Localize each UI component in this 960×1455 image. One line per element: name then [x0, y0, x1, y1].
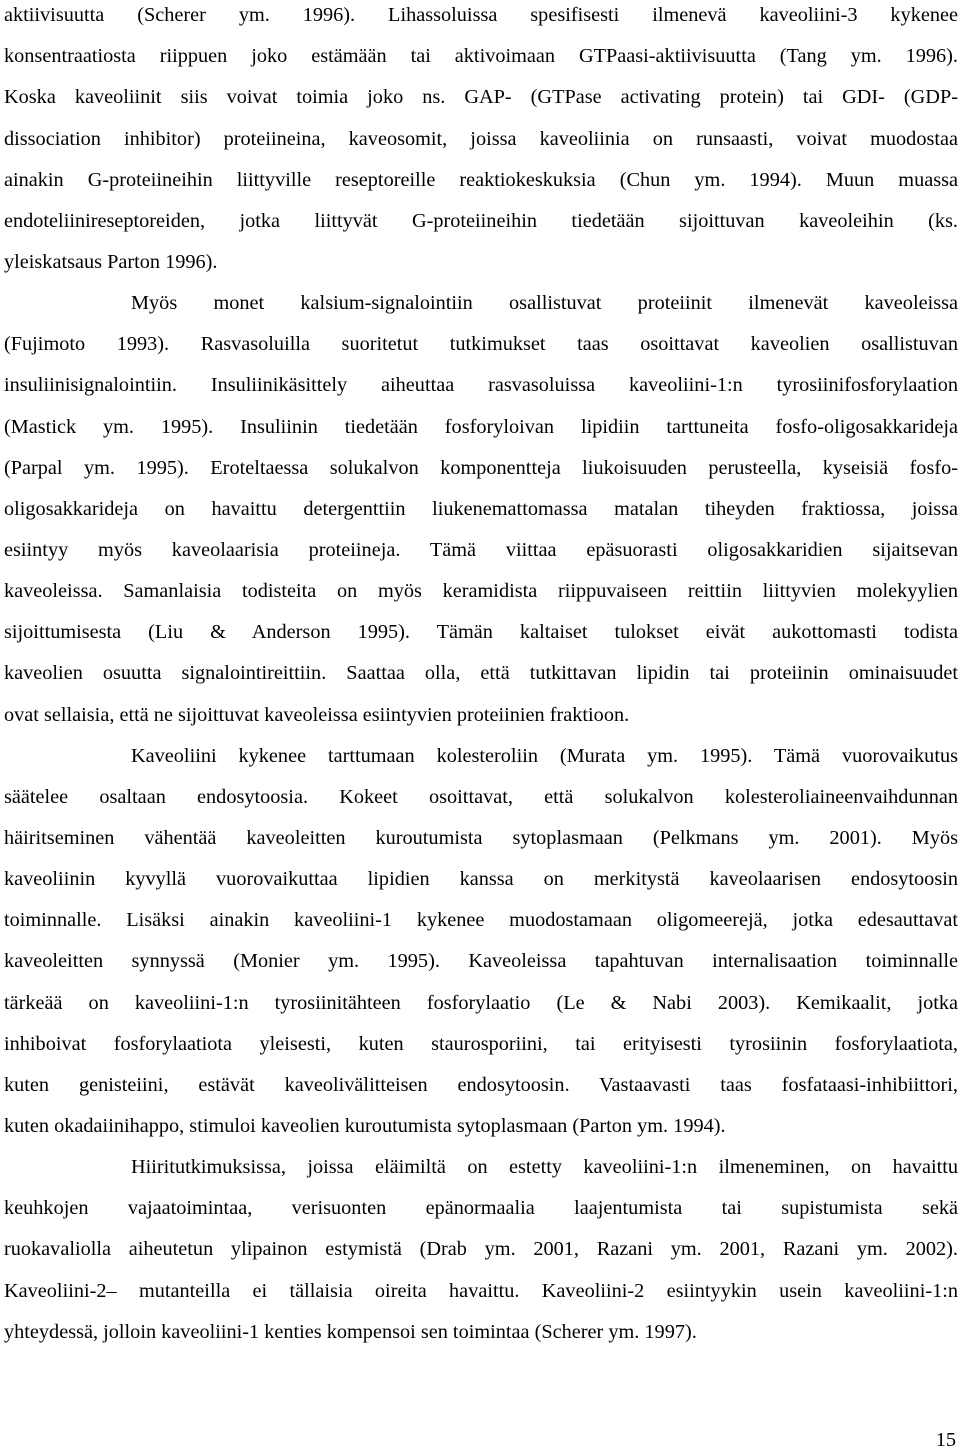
text-line: aktiivisuutta (Scherer ym. 1996). Lihassoluissa spesifisesti ilmenevä kaveoliini-3 kykenee — [4, 4, 958, 26]
text-line: (Parpal ym. 1995). Eroteltaessa solukalvon komponentteja liukoisuuden perusteella, kyseisiä fosfo- — [4, 457, 958, 479]
text-line: insuliinisignalointiin. Insuliinikäsittely aiheuttaa rasvasoluissa kaveoliini-1:n tyrosiinifosforylaation — [4, 374, 958, 396]
text-line: esiintyy myös kaveolaarisia proteiineja. Tämä viittaa epäsuorasti oligosakkaridien sijaitsevan — [4, 539, 958, 561]
text-line: endoteliinireseptoreiden, jotka liittyvät G-proteiineihin tiedetään sijoittuvan kaveoleihin (ks. — [4, 210, 958, 232]
text-line: (Mastick ym. 1995). Insuliinin tiedetään fosforyloivan lipidiin tarttuneita fosfo-oligosakkarideja — [4, 416, 958, 438]
text-line: toiminnalle. Lisäksi ainakin kaveoliini-1 kykenee muodostamaan oligomeerejä, jotka edesauttavat — [4, 909, 958, 931]
text-line: kaveoleitten synnyssä (Monier ym. 1995). Kaveoleissa tapahtuvan internalisaation toiminnalle — [4, 950, 958, 972]
text-line: dissociation inhibitor) proteiineina, kaveosomit, joissa kaveoliinia on runsaasti, voivat muodostaa — [4, 128, 958, 150]
text-line: oligosakkarideja on havaittu detergenttiin liukenemattomassa matalan tiheyden fraktiossa, joissa — [4, 498, 958, 520]
text-line: ruokavaliolla aiheutetun ylipainon estymistä (Drab ym. 2001, Razani ym. 2001, Razani ym. 2002). — [4, 1238, 958, 1260]
text-line: kaveoleissa. Samanlaisia todisteita on myös keramidista riippuvaiseen reittiin liittyvien molekyylien — [4, 580, 958, 602]
text-line: kaveolien osuutta signalointireittiin. Saattaa olla, että tutkittavan lipidin tai proteiinin ominaisuudet — [4, 662, 958, 684]
text-line: konsentraatiosta riippuen joko estämään tai aktivoimaan GTPaasi-aktiivisuutta (Tang ym. 1996). — [4, 45, 958, 67]
text-line: kuten genisteiini, estävät kaveolivälitteisen endosytoosin. Vastaavasti taas fosfataasi-inhibiittori, — [4, 1074, 958, 1096]
text-line: Hiiritutkimuksissa, joissa eläimiltä on estetty kaveoliini-1:n ilmeneminen, on havaittu — [131, 1156, 958, 1178]
text-line: sijoittumisesta (Liu & Anderson 1995). Tämän kaltaiset tulokset eivät aukottomasti todista — [4, 621, 958, 643]
text-line: tärkeää on kaveoliini-1:n tyrosiinitähteen fosforylaatio (Le & Nabi 2003). Kemikaalit, jotka — [4, 992, 958, 1014]
text-line: Myös monet kalsium-signalointiin osallistuvat proteiinit ilmenevät kaveoleissa — [131, 292, 958, 314]
text-line: yhteydessä, jolloin kaveoliini-1 kenties kompensoi sen toimintaa (Scherer ym. 1997). — [4, 1321, 697, 1343]
text-line: säätelee osaltaan endosytoosia. Kokeet osoittavat, että solukalvon kolesteroliaineenvaihdunnan — [4, 786, 958, 808]
text-line: kuten okadaiinihappo, stimuloi kaveolien kuroutumista sytoplasmaan (Parton ym. 1994). — [4, 1115, 726, 1137]
text-line: ainakin G-proteiineihin liittyville reseptoreille reaktiokeskuksia (Chun ym. 1994). Muun muassa — [4, 169, 958, 191]
text-line: inhiboivat fosforylaatiota yleisesti, kuten staurosporiini, tai erityisesti tyrosiinin fosforylaatiota, — [4, 1033, 958, 1055]
text-line: (Fujimoto 1993). Rasvasoluilla suoritetut tutkimukset taas osoittavat kaveolien osallistuvan — [4, 333, 958, 355]
text-line: kaveoliinin kyvyllä vuorovaikuttaa lipidien kanssa on merkitystä kaveolaarisen endosytoosin — [4, 868, 958, 890]
text-line: Koska kaveoliinit siis voivat toimia joko ns. GAP- (GTPase activating protein) tai GDI- (GDP- — [4, 86, 958, 108]
text-line: keuhkojen vajaatoimintaa, verisuonten epänormaalia laajentumista tai supistumista sekä — [4, 1197, 958, 1219]
text-line: Kaveoliini-2– mutanteilla ei tällaisia oireita havaittu. Kaveoliini-2 esiintyykin usein kaveoliini-1:n — [4, 1280, 958, 1302]
text-line: ovat sellaisia, että ne sijoittuvat kaveoleissa esiintyvien proteiinien fraktioon. — [4, 704, 630, 726]
page-number: 15 — [935, 1429, 956, 1451]
text-line: Kaveoliini kykenee tarttumaan kolesteroliin (Murata ym. 1995). Tämä vuorovaikutus — [131, 745, 958, 767]
text-line: häiritseminen vähentää kaveoleitten kuroutumista sytoplasmaan (Pelkmans ym. 2001). Myös — [4, 827, 958, 849]
text-line: yleiskatsaus Parton 1996). — [4, 251, 218, 273]
